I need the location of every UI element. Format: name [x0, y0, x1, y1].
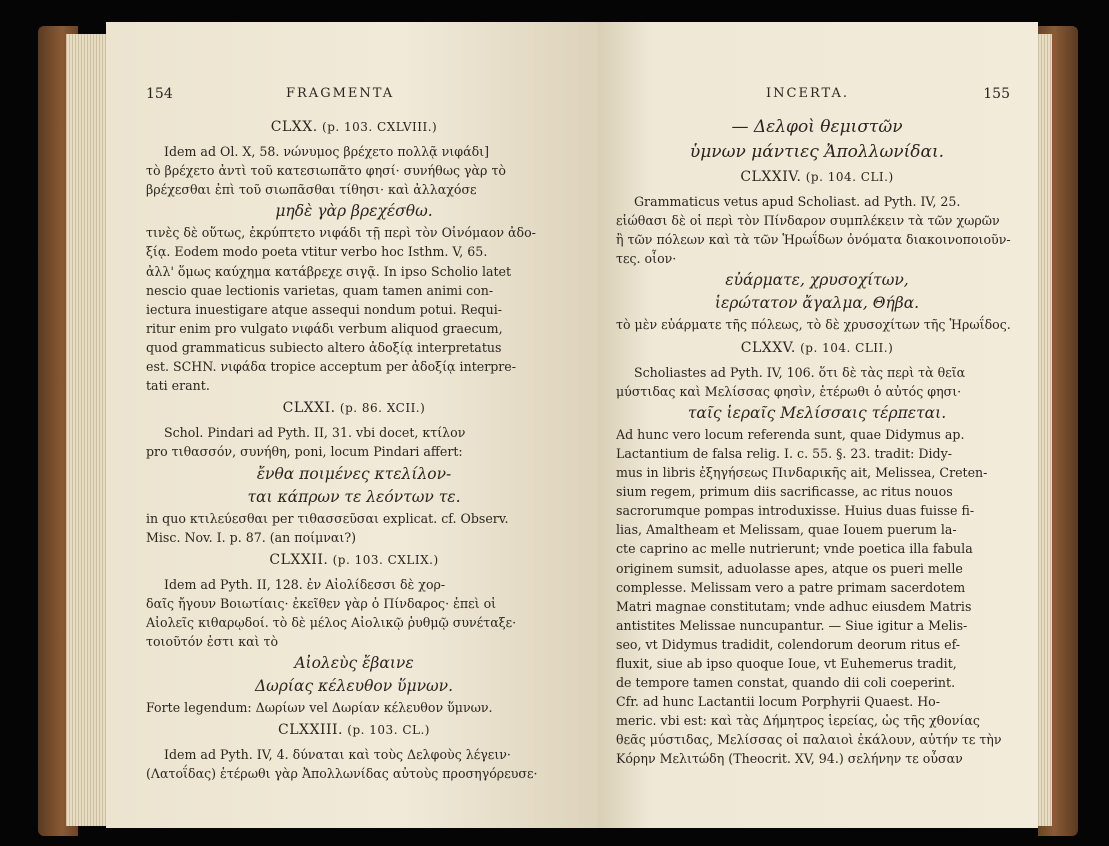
text-line: ξίᾳ. Eodem modo poeta vtitur verbo hoc Isthm. V, 65.	[146, 244, 488, 260]
text-line: Matri magnae constitutam; vnde adhuc eiusdem Matris	[616, 598, 972, 614]
text-line: Grammaticus vetus apud Scholiast. ad Pyth. IV, 25.	[634, 194, 961, 210]
verse-line: — Δελφοὶ θεμιστῶν	[731, 117, 903, 137]
text-line: nescio quae lectionis varietas, quam tamen animi con-	[146, 282, 494, 298]
verse-line: Δωρίας κέλευθον ὕμνων.	[254, 677, 454, 696]
text-line: ritur enim pro vulgato νιφάδι verbum aliquod graecum,	[146, 320, 503, 336]
right-page	[598, 22, 1038, 828]
right-page-number: 155	[983, 86, 1010, 102]
section-cite: (p. 104. CLI.)	[801, 170, 894, 184]
text-line: Cfr. ad hunc Lactantii locum Porphyrii Quaest. Ho-	[616, 694, 941, 710]
text-line: sacrorumque pompas introduxisse. Huius duas fuisse fi-	[616, 503, 975, 519]
left-page-number: 154	[146, 86, 173, 102]
text-line: iectura inuestigare atque assequi nondum potui. Requi-	[146, 301, 502, 317]
text-line: βρέχεσθαι ἐπὶ τοῦ σιωπᾶσθαι τίθησι· καὶ ἀλλαχόσε	[146, 182, 477, 198]
verse-line: ὑμνων μάντιες Ἀπολλωνίδαι.	[689, 142, 945, 162]
text-line: Forte legendum: Δωρίων vel Δωρίαν κέλευθον ὕμνων.	[146, 700, 493, 716]
section-cite: (p. 103. CXLIX.)	[328, 552, 439, 567]
section-number: CLXX.	[270, 119, 318, 135]
text-line: τὸ μὲν εὐάρματε τῆς πόλεως, τὸ δὲ χρυσοχίτων τῆς Ἡρωΐδος.	[616, 317, 1011, 333]
left-running-title: FRAGMENTA	[286, 86, 395, 101]
section-number: CLXXIII.	[278, 722, 343, 739]
text-line: εἰώθασι δὲ οἱ περὶ τὸν Πίνδαρον συμπλέκειν τὰ τῶν χωρῶν	[616, 213, 1000, 229]
text-line: θεᾶς μύστιδας, Μελίσσας οἱ παλαιοὶ ἐκάλουν, αὐτήν τε τὴν	[616, 732, 1002, 748]
text-line: originem sumsit, aduolasse apes, atque os pueri melle	[616, 560, 963, 576]
text-line: τὸ βρέχετο ἀντὶ τοῦ κατεσιωπᾶτο φησί· συνήθως γὰρ τὸ	[146, 163, 507, 179]
text-line: fluxit, siue ab ipso quoque Ioue, vt Euhemerus tradit,	[616, 655, 957, 671]
text-line: pro τιθασσόν, συνήθη, poni, locum Pindari affert:	[146, 444, 463, 460]
section-number: CLXXI.	[282, 400, 336, 417]
section-heading	[146, 399, 562, 418]
right-running-title: INCERTA.	[766, 86, 849, 101]
text-line: Ad hunc vero locum referenda sunt, quae Didymus ap.	[616, 426, 965, 442]
section-cite: (p. 86. XCII.)	[335, 401, 426, 416]
section-heading	[146, 551, 562, 570]
text-line: τοιοῦτόν ἐστι καὶ τὸ	[146, 634, 279, 650]
section-number: CLXXII.	[269, 551, 329, 568]
right-page-content	[616, 114, 1018, 769]
verse-line: εὐάρματε, χρυσοχίτων,	[725, 271, 909, 290]
section-number: CLXXV.	[740, 339, 796, 356]
text-line: sium regem, primum diis sacrificasse, ac ritus nouos	[616, 484, 953, 500]
verse-line: Αἰολεὺς ἔβαινε	[294, 654, 414, 673]
verse-line: ται κάπρων τε λεόντων τε.	[247, 487, 461, 506]
left-page	[106, 22, 598, 828]
text-line: Idem ad Ol. X, 58. νώνυμος βρέχετο πολλᾷ νιφάδι]	[164, 144, 490, 160]
text-line: ἢ τῶν πόλεων καὶ τὰ τῶν Ἡρωΐδων ὀνόματα διακοινοποιοῦν-	[616, 232, 1011, 248]
text-line: Κόρην Μελιτώδη (Theocrit. XV, 94.) σελήνην τε οὖσαν	[616, 751, 963, 767]
section-cite: (p. 104. CLII.)	[795, 340, 894, 355]
text-line: de tempore tamen constat, quando dii coli coeperint.	[616, 675, 956, 691]
text-line: Lactantium de falsa relig. I. c. 55. §. 23. tradit: Didy-	[616, 445, 952, 461]
text-line: meric. vbi est: καὶ τὰς Δήμητρος ἱερείας, ὡς τῆς χθονίας	[616, 713, 980, 729]
section-cite: (p. 103. CXLVIII.)	[317, 120, 438, 134]
section-cite: (p. 103. CL.)	[342, 723, 430, 738]
text-line: ἀλλ' ὅμως καύχημα κατάβρεχε σιγᾷ. In ipso Scholio latet	[146, 263, 512, 279]
verse-line: μηδὲ γὰρ βρεχέσθω.	[275, 202, 433, 221]
section-heading	[616, 339, 1018, 358]
text-line: tati erant.	[146, 378, 210, 394]
text-line: τινὲς δὲ οὕτως, ἐκρύπτετο νιφάδι τῇ περὶ τὸν Οἰνόμαον ἀδο-	[146, 225, 536, 241]
verse-line: ἔνθα ποιμένες κτελίλον-	[256, 464, 452, 483]
text-line: Idem ad Pyth. IV, 4. δύναται καὶ τοὺς Δελφοὺς λέγειν·	[164, 747, 511, 763]
text-line: antistites Melissae nuncupantur. — Siue igitur a Melis-	[616, 617, 968, 633]
left-running-head	[146, 86, 562, 102]
text-line: in quo κτιλεύεσθαι per τιθασσεῦσαι explicat. cf. Observ.	[146, 510, 509, 526]
left-page-content	[146, 114, 562, 784]
text-line: Αἰολεῖς κιθαρῳδοί. τὸ δὲ μέλος Αἰολικῷ ῥυθμῷ συνέταξε·	[146, 614, 517, 630]
open-book	[38, 12, 1078, 842]
text-line: seo, vt Didymus tradidit, colendorum deorum ritus ef-	[616, 636, 961, 652]
text-line: Misc. Nov. I. p. 87. (an ποίμναι?)	[146, 529, 357, 545]
text-line: complesse. Melissam vero a patre primam sacerdotem	[616, 579, 966, 595]
verse-line: ταῖς ἱεραῖς Μελίσσαις τέρπεται.	[687, 403, 947, 422]
text-line: Schol. Pindari ad Pyth. II, 31. vbi docet, κτίλον	[164, 425, 466, 441]
text-line: cte caprino ac melle nutrierunt; vnde poetica illa fabula	[616, 541, 973, 557]
section-heading	[146, 118, 562, 137]
verse-line: ἱερώτατον ἄγαλμα, Θήβα.	[714, 294, 920, 313]
text-line: δαῖς ἤγουν Βοιωτίαις· ἐκεῖθεν γὰρ ὁ Πίνδαρος· ἐπεὶ οἱ	[146, 595, 497, 611]
section-number: CLXXIV.	[740, 169, 802, 185]
text-line: μύστιδας καὶ Μελίσσας φησὶν, ἑτέρωθι ὁ αὐτός φησι·	[616, 383, 962, 399]
section-heading	[146, 721, 562, 740]
text-line: lias, Amaltheam et Melissam, quae Iouem puerum la-	[616, 522, 957, 538]
text-line: Scholiastes ad Pyth. IV, 106. ὅτι δὲ τὰς περὶ τὰ θεῖα	[634, 364, 966, 380]
text-line: (Λατοΐδας) ἑτέρωθι γὰρ Ἀπολλωνίδας αὐτοὺς προσηγόρευσε·	[146, 766, 538, 782]
text-line: est. SCHN. νιφάδα tropice acceptum per ἀδοξίᾳ interpre-	[146, 359, 517, 375]
text-line: quod grammaticus subiecto altero ἀδοξίᾳ interpretatus	[146, 339, 502, 355]
text-line: τες. οἷον·	[616, 251, 677, 267]
section-heading	[616, 168, 1018, 187]
text-line: Idem ad Pyth. II, 128. ἐν Αἰολίδεσσι δὲ χορ-	[164, 576, 446, 592]
text-line: mus in libris ἐξηγήσεως Πινδαρικῆς ait, Melissea, Creten-	[616, 465, 988, 481]
